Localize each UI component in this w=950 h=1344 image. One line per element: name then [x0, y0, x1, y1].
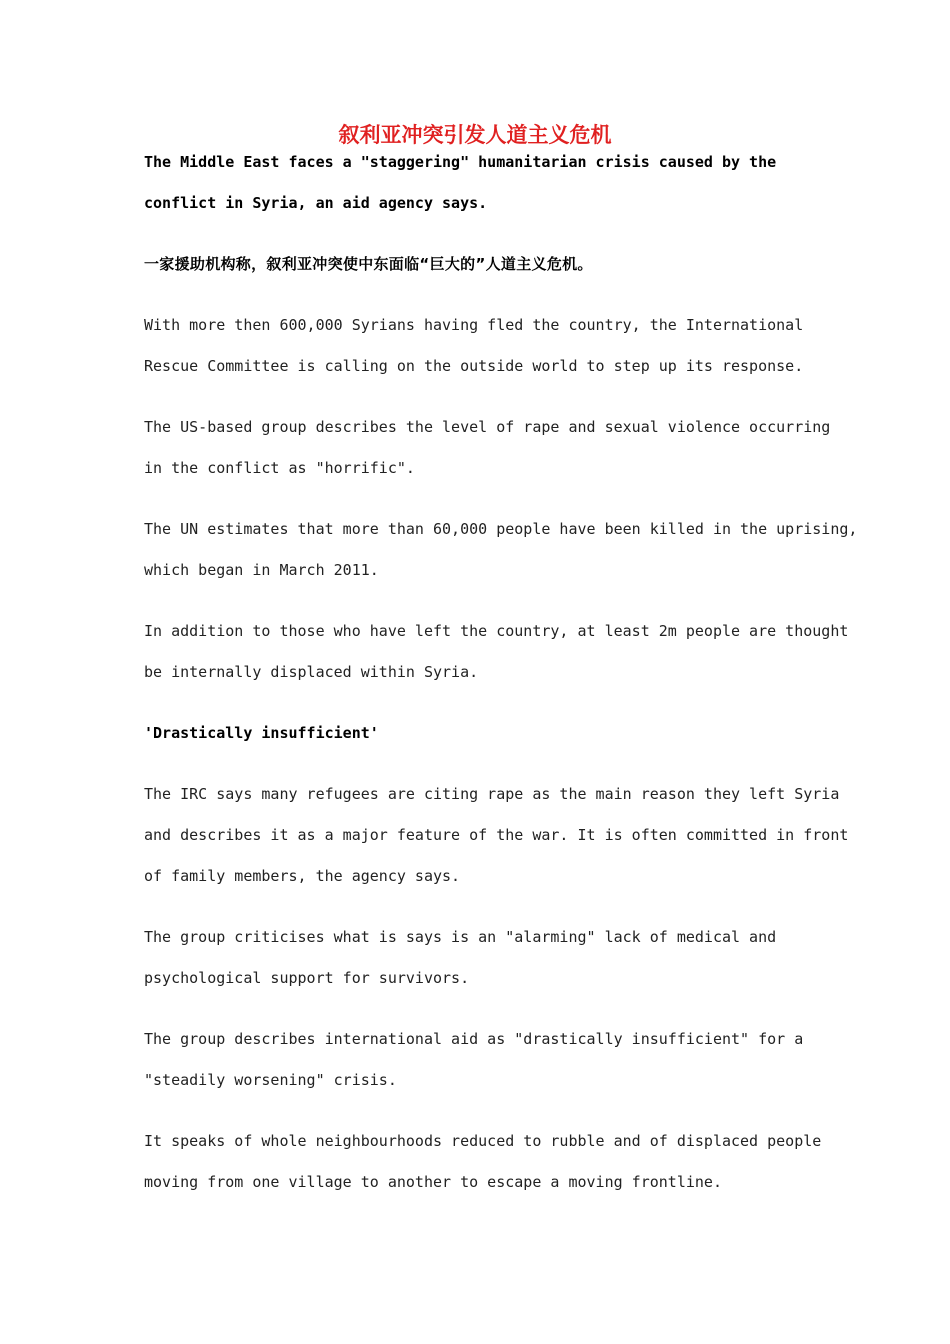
paragraph-5-line-1: The IRC says many refugees are citing rape as the main reason they left Syria	[144, 785, 840, 803]
paragraph-5-line-3: of family members, the agency says.	[144, 867, 461, 885]
section-heading: 'Drastically insufficient'	[144, 724, 379, 742]
paragraph-4-line-2: be internally displaced within Syria.	[144, 663, 479, 681]
intro-line-2: conflict in Syria, an aid agency says.	[144, 194, 488, 212]
paragraph-3-line-1: The UN estimates that more than 60,000 people have been killed in the uprising,	[144, 520, 858, 538]
document-title: 叙利亚冲突引发人道主义危机	[338, 123, 612, 147]
paragraph-2-line-2: in the conflict as "horrific".	[144, 459, 415, 477]
paragraph-8-line-2: moving from one village to another to escape a moving frontline.	[144, 1173, 722, 1191]
paragraph-6-line-1: The group criticises what is says is an "alarming" lack of medical and	[144, 928, 777, 946]
paragraph-3-line-2: which began in March 2011.	[144, 561, 379, 579]
paragraph-4-line-1: In addition to those who have left the country, at least 2m people are thought	[144, 622, 849, 640]
paragraph-7-line-2: "steadily worsening" crisis.	[144, 1071, 397, 1089]
intro-line-1: The Middle East faces a "staggering" humanitarian crisis caused by the	[144, 153, 777, 171]
paragraph-6-line-2: psychological support for survivors.	[144, 969, 470, 987]
paragraph-8-line-1: It speaks of whole neighbourhoods reduced to rubble and of displaced people	[144, 1132, 822, 1150]
paragraph-2-line-1: The US-based group describes the level of rape and sexual violence occurring	[144, 418, 831, 436]
paragraph-1-line-1: With more then 600,000 Syrians having fled the country, the International	[144, 316, 804, 334]
chinese-summary: 一家援助机构称，叙利亚冲突使中东面临“巨大的”人道主义危机。	[144, 255, 593, 273]
paragraph-5-line-2: and describes it as a major feature of the war. It is often committed in front	[144, 826, 849, 844]
paragraph-7-line-1: The group describes international aid as "drastically insufficient" for a	[144, 1030, 804, 1048]
paragraph-1-line-2: Rescue Committee is calling on the outside world to step up its response.	[144, 357, 804, 375]
